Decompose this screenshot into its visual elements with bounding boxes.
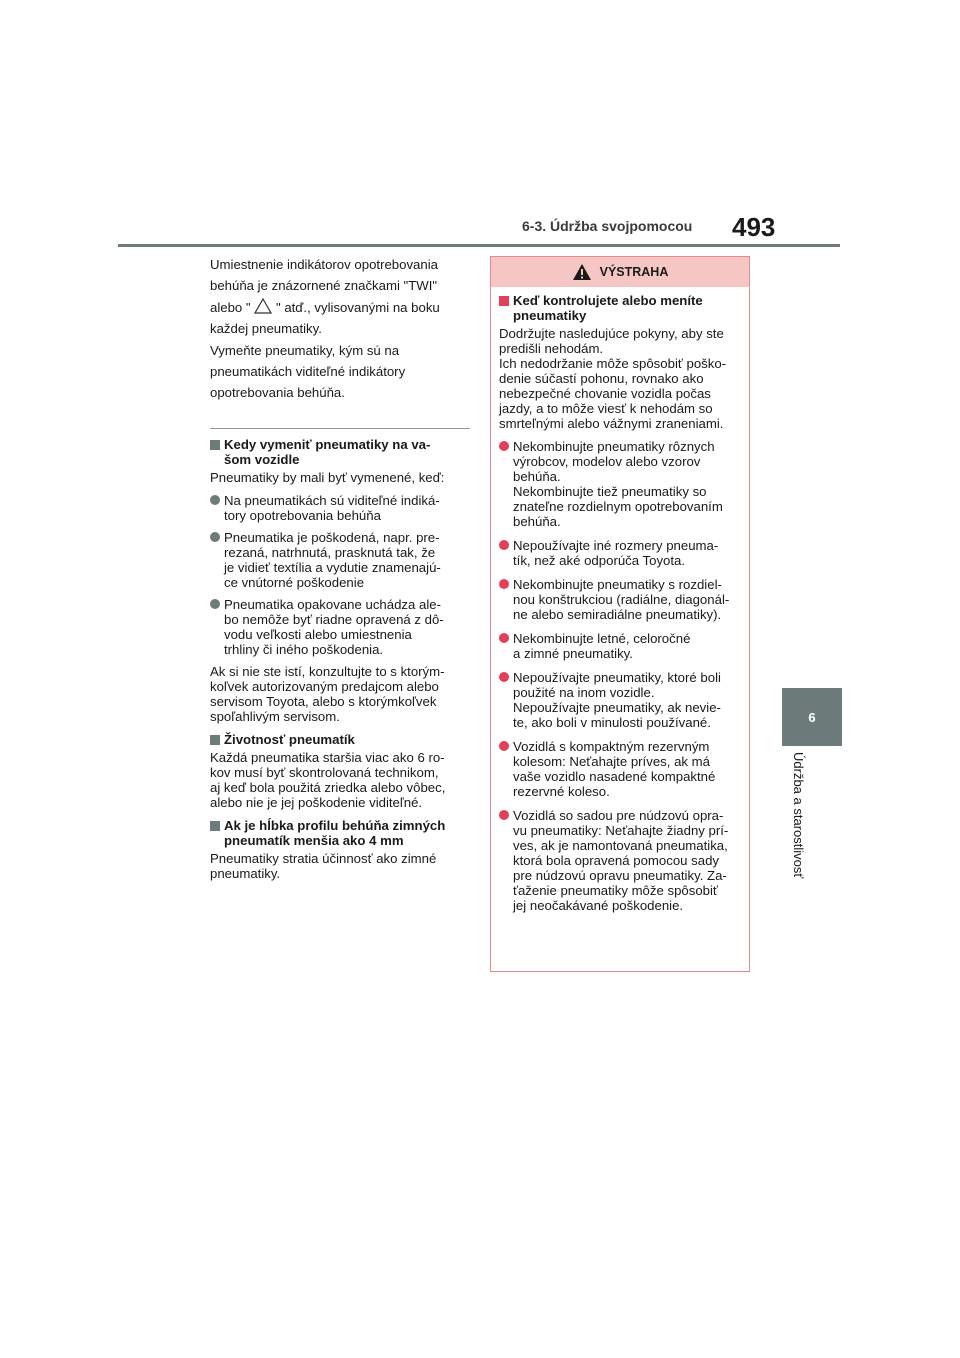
section-heading: [210, 437, 470, 467]
circle-bullet-icon: [210, 599, 220, 609]
list-item-text: Pneumatika opakovane uchádza ale- bo nemôže byť riadne opravená z dô- vodu veľkosti alebo umiestnenia trhliny či iného poškodenia.: [224, 596, 444, 657]
chapter-label: [790, 752, 810, 912]
left-column: [210, 254, 470, 889]
triangle-outline-icon: [254, 298, 272, 314]
section-heading: [210, 732, 470, 747]
list-item-text: Nekombinujte pneumatiky s rozdiel- nou konštrukciou (radiálne, diagonál- ne alebo semiradiálne pneumatiky).: [513, 577, 730, 622]
warning-heading: [499, 293, 742, 323]
circle-bullet-icon: [499, 579, 509, 589]
circle-bullet-icon: [499, 741, 509, 751]
square-bullet-icon: [210, 821, 220, 831]
list-item: [499, 670, 742, 730]
list-item: [499, 538, 742, 568]
warning-box: [490, 256, 750, 972]
intro-text-2: " atď., vylisovanými na boku každej pneumatiky.: [210, 299, 440, 337]
circle-bullet-icon: [499, 633, 509, 643]
warning-title: VÝSTRAHA: [599, 265, 669, 279]
square-bullet-icon: [499, 296, 509, 306]
list-item-text: Nekombinujte pneumatiky rôznych výrobcov, modelov alebo vzorov behúňa. Nekombinujte tiež pneumatiky so znateľne rozdielnym opotrebovaním behúňa.: [513, 439, 723, 529]
circle-bullet-icon: [210, 532, 220, 542]
list-item-text: Vozidlá s kompaktným rezervným kolesom: Neťahajte príves, ak má vaše vozidlo nasadené kompaktné rezervné koleso.: [513, 739, 716, 799]
heading-text: Keď kontrolujete alebo meníte pneumatiky: [513, 293, 703, 323]
list-item-text: Nepoužívajte iné rozmery pneuma- tík, než aké odporúča Toyota.: [513, 538, 719, 568]
circle-bullet-icon: [499, 672, 509, 682]
square-bullet-icon: [210, 735, 220, 745]
list-item: [210, 493, 470, 523]
list-item-text: Vozidlá so sadou pre núdzovú opra- vu pneumatiky: Neťahajte žiadny prí- ves, ak je namontovaná pneumatika, ktorá bola opravená pomocou sady pre núdzovú opravu pneumatiky. Za- ťaženie pneumatiky môže spôsobiť jej neočakávané poškodenie.: [513, 808, 729, 913]
chapter-number: 6: [808, 709, 816, 725]
warning-triangle-icon: [572, 263, 592, 281]
section-divider: [210, 428, 470, 429]
body-text: Pneumatiky stratia účinnosť ako zimné pneumatiky.: [210, 850, 437, 881]
circle-bullet-icon: [499, 441, 509, 451]
header-divider: [118, 244, 840, 247]
body-text: Každá pneumatika staršia viac ako 6 ro- kov musí byť skontrolovaná technikom, aj keď bola použitá zriedka alebo vôbec, alebo nie je jej poškodenie viditeľné.: [210, 749, 446, 810]
intro-text-3: Vymeňte pneumatiky, kým sú na pneumatikách viditeľné indikátory opotrebovania behúňa.: [210, 342, 406, 401]
heading-text: Ak je hĺbka profilu behúňa zimných pneumatík menšia ako 4 mm: [224, 817, 446, 848]
warning-header: [491, 257, 749, 287]
body-text: Ak si nie ste istí, konzultujte to s ktorým- koľvek autorizovaným predajcom alebo servisom Toyota, alebo s ktorýmkoľvek spoľahlivým servisom.: [210, 663, 445, 724]
list-item: [499, 739, 742, 799]
list-item-text: Nepoužívajte pneumatiky, ktoré boli použité na inom vozidle. Nepoužívajte pneumatiky, ak nevie- te, ako boli v minulosti používané.: [513, 670, 721, 730]
body-text: Pneumatiky by mali byť vymenené, keď:: [210, 469, 445, 485]
heading-text: Kedy vymeniť pneumatiky na va- šom vozidle: [224, 436, 431, 467]
heading-text: Životnosť pneumatík: [224, 731, 355, 747]
chapter-tab: [782, 688, 842, 746]
list-item: [210, 597, 470, 657]
list-item-text: Pneumatika je poškodená, napr. pre- rezaná, natrhnutá, prasknutá tak, že je vidieť textília a vydutie znamenajú- ce vnútorné poškodenie: [224, 529, 441, 590]
warning-body: [491, 287, 749, 913]
circle-bullet-icon: [210, 495, 220, 505]
list-item: [499, 577, 742, 622]
warning-text: Dodržujte nasledujúce pokyny, aby ste predišli nehodám. Ich nedodržanie môže spôsobiť poško- denie súčastí pohonu, rovnako ako nebezpečné chovanie vozidla počas jazdy, a to môže viesť k nehodám so smrteľnými alebo vážnymi zraneniami.: [499, 326, 727, 431]
list-item: [210, 530, 470, 590]
intro-text-1: Umiestnenie indikátorov opotrebovania behúňa je znázornené značkami "TWI" alebo ": [210, 257, 438, 315]
section-heading: [210, 818, 470, 848]
list-item: [499, 808, 742, 913]
list-item: [499, 631, 742, 661]
list-item-text: Nekombinujte letné, celoročné a zimné pneumatiky.: [513, 631, 691, 661]
square-bullet-icon: [210, 440, 220, 450]
intro-paragraph: [210, 254, 470, 404]
circle-bullet-icon: [499, 810, 509, 820]
list-item: [499, 439, 742, 529]
chapter-title: Údržba a starostlivosť: [791, 752, 806, 879]
section-title: 6-3. Údržba svojpomocou: [522, 218, 693, 234]
list-item-text: Na pneumatikách sú viditeľné indiká- tory opotrebovania behúňa: [224, 492, 440, 523]
circle-bullet-icon: [499, 540, 509, 550]
page-number: 493: [732, 212, 776, 242]
